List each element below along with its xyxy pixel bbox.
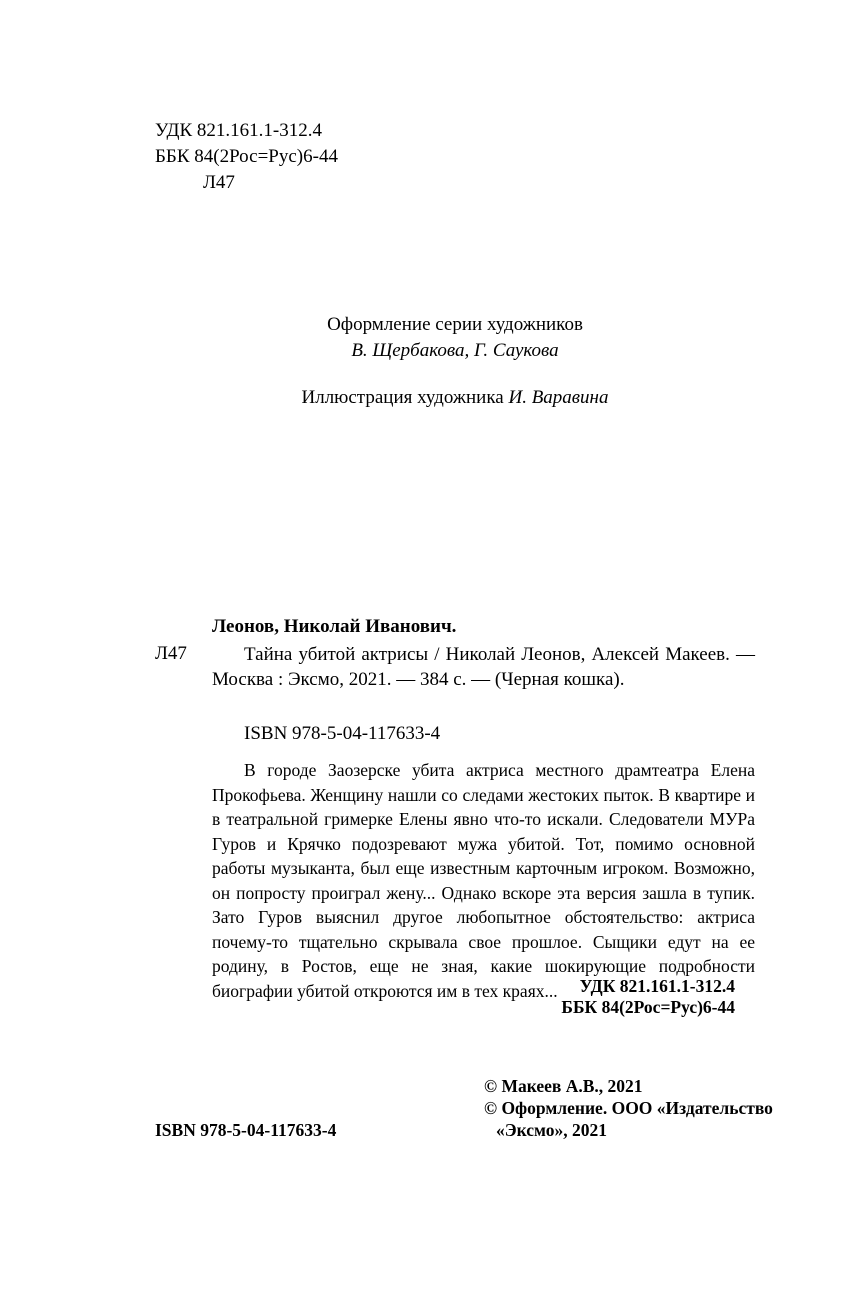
bbk-code-bottom: ББК 84(2Рос=Рус)6-44 [561, 997, 735, 1017]
record-author-mark: Л47 [155, 643, 187, 664]
isbn-bottom: ISBN 978-5-04-117633-4 [155, 1120, 337, 1140]
illustration-label: Иллюстрация художника [301, 387, 504, 408]
author-heading: Леонов, Николай Иванович. [212, 616, 457, 637]
udk-code: УДК 821.161.1-312.4 [155, 120, 322, 141]
annotation-text: В городе Заозерске убита актриса местного драмтеатра Елена Прокофьева. Женщину нашли со следами жестоких пыток. В квартире и в театральной гримерке Елены явно что-то искали. Следователи МУРа Гуров и Крячко подозревают мужа убитой. Тот, помимо основной работы музыканта, был еще известным карточным игроком. Возможно, он попросту проиграл жену... Однако вскоре эта версия зашла в тупик. Зато Гуров выяснил другое любопытное обстоятельство: актриса почему-то тщательно скрывала свое прошлое. Сыщики едут на ее родину, в Ростов, еще не зная, какие шокирующие подробности биографии убитой откроются им в тех краях... [212, 760, 755, 1001]
record-isbn: ISBN 978-5-04-117633-4 [244, 723, 441, 744]
copyright-author: © Макеев А.В., 2021 [484, 1076, 643, 1096]
series-design-artists: В. Щербакова, Г. Саукова [351, 340, 559, 361]
illustration-artist: И. Варавина [508, 387, 609, 408]
bibliographic-description: Тайна убитой актрисы / Николай Леонов, Алексей Макеев. — Москва : Эксмо, 2021. — 384 с. — (Черная кошка). [212, 644, 755, 690]
copyright-publisher: «Эксмо», 2021 [496, 1120, 607, 1140]
author-mark: Л47 [203, 172, 235, 193]
series-design-credit: Оформление серии художников [327, 314, 583, 335]
bbk-code: ББК 84(2Рос=Рус)6-44 [155, 146, 338, 167]
illustration-credit [200, 386, 710, 410]
copyright-design: © Оформление. ООО «Издательство [484, 1098, 773, 1118]
udk-code-bottom: УДК 821.161.1-312.4 [579, 976, 735, 996]
